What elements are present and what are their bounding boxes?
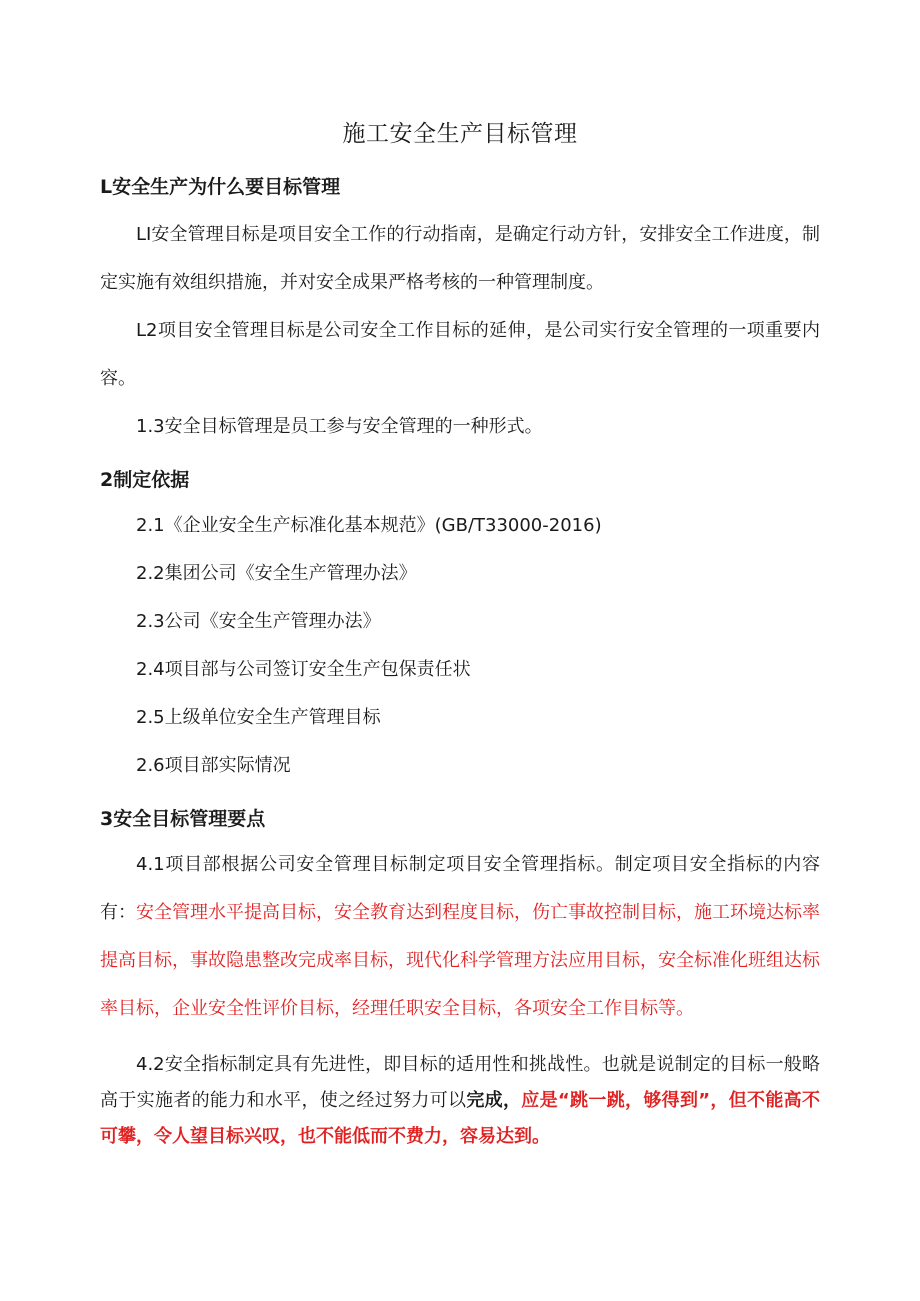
section-3-heading: 3安全目标管理要点 [100,808,266,830]
section-1-paragraph-1: LI安全管理目标是项目安全工作的行动指南，是确定行动方针，安排安全工作进度，制定实施有效组织措施，并对安全成果严格考核的一种管理制度。 [100,224,820,293]
basis-item-4: 2.4项目部与公司签订安全生产包保责任状 [136,659,471,680]
highlighted-targets-text: 安全管理水平提高目标，安全教育达到程度目标，伤亡事故控制目标，施工环境达标率提高目标，事故隐患整改完成率目标，现代化科学管理方法应用目标，安全标准化班组达标率目标，企业安全性评价目标，经理任职安全目标，各项安全工作目标等。 [100,902,820,1019]
section-3-paragraph-1 [100,841,820,1033]
basis-list [100,502,820,790]
basis-item-2: 2.2集团公司《安全生产管理办法》 [136,563,417,584]
section-1-heading: L安全生产为什么要目标管理 [100,176,341,198]
paragraph-lead-text: 4.2安全指标制定具有先进性，即目标的适用性和挑战性。也就是说制定的目标一般略高于实施者的能力和水平，使之经过努力可以 [100,1054,820,1111]
basis-item-3: 2.3公司《安全生产管理办法》 [136,611,381,632]
paragraph-lead-text: 4.1项目部根据公司安全管理目标制定项目安全管理指标。制定项目安全指标的内容有： [100,854,820,923]
section-1-paragraph-3: 1.3安全目标管理是员工参与安全管理的一种形式。 [136,416,543,437]
page-title: 施工安全生产目标管理 [342,121,578,147]
highlighted-emphasis-text: 应是“跳一跳，够得到”，但不能高不可攀，令人望目标兴叹，也不能低而不费力，容易达到。 [100,1090,820,1147]
section-1-paragraph-2: L2项目安全管理目标是公司安全工作目标的延伸，是公司实行安全管理的一项重要内容。 [100,320,820,389]
section-2-heading: 2制定依据 [100,469,190,491]
basis-item-5: 2.5上级单位安全生产管理目标 [136,707,381,728]
basis-item-1: 2.1《企业安全生产标准化基本规范》(GB/T33000-2016) [136,515,602,536]
section-3-paragraph-2 [100,1047,820,1155]
basis-item-6: 2.6项目部实际情况 [136,755,291,776]
bold-text: 完成， [466,1090,522,1111]
